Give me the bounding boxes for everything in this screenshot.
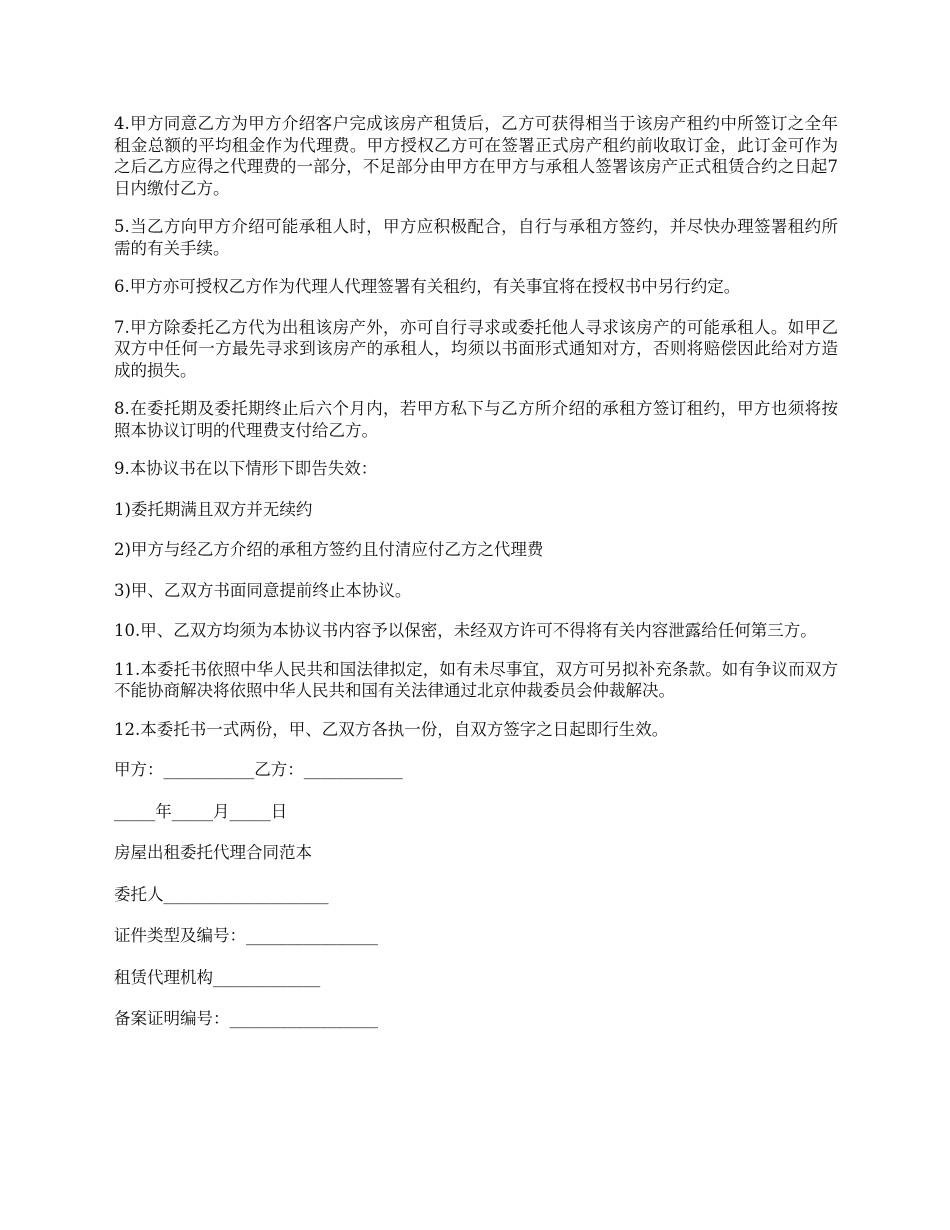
clause-5: 5.当乙方向甲方介绍可能承租人时，甲方应积极配合，自行与承租方签约，并尽快办理签署租约所需的有关手续。 [114, 217, 838, 258]
document-body [114, 113, 838, 1050]
clause-10: 10.甲、乙双方均须为本协议书内容予以保密，未经双方许可不得将有关内容泄露给任何第三方。 [114, 621, 817, 640]
clause-6: 6.甲方亦可授权乙方作为代理人代理签署有关租约，有关事宜将在授权书中另行约定。 [114, 277, 741, 296]
clause-4: 4.甲方同意乙方为甲方介绍客户完成该房产租赁后，乙方可获得相当于该房产租约中所签订之全年租金总额的平均租金作为代理费。甲方授权乙方可在签署正式房产租约前收取订金，此订金可作为之后乙方应得之代理费的一部分，不足部分由甲方在甲方与承租人签署该房产正式租赁合约之日起7日内缴付乙方。 [114, 114, 838, 198]
clause-9-item-2: 2)甲方与经乙方介绍的承租方签约且付清应付乙方之代理费 [114, 540, 544, 559]
filing-line: 备案证明编号：__________________ [114, 1009, 378, 1028]
clause-9: 9.本协议书在以下情形下即告失效： [114, 459, 378, 478]
id-line: 证件类型及编号：________________ [114, 926, 378, 945]
form-title: 房屋出租委托代理合同范本 [114, 843, 312, 862]
client-line: 委托人____________________ [114, 884, 329, 904]
clause-9-item-1: 1)委托期满且双方并无续约 [114, 499, 313, 519]
agency-line: 租赁代理机构_____________ [114, 967, 321, 987]
signature-line: 甲方：___________乙方：____________ [114, 760, 403, 779]
date-line: _____年_____月_____日 [114, 801, 288, 821]
clause-7: 7.甲方除委托乙方代为出租该房产外，亦可自行寻求或委托他人寻求该房产的可能承租人。如甲乙双方中任何一方最先寻求到该房产的承租人，均须以书面形式通知对方，否则将赔偿因此给对方造成的损失。 [114, 317, 838, 380]
clause-12: 12.本委托书一式两份，甲、乙双方各执一份，自双方签字之日起即行生效。 [114, 719, 669, 739]
clause-8: 8.在委托期及委托期终止后六个月内，若甲方私下与乙方所介绍的承租方签订租约，甲方也须将按照本协议订明的代理费支付给乙方。 [114, 399, 838, 440]
clause-9-item-3: 3)甲、乙双方书面同意提前终止本协议。 [114, 580, 412, 600]
clause-11: 11.本委托书依照中华人民共和国法律拟定，如有未尽事宜，双方可另拟补充条款。如有争议而双方不能协商解决将依照中华人民共和国有关法律通过北京仲裁委员会仲裁解决。 [114, 659, 838, 700]
